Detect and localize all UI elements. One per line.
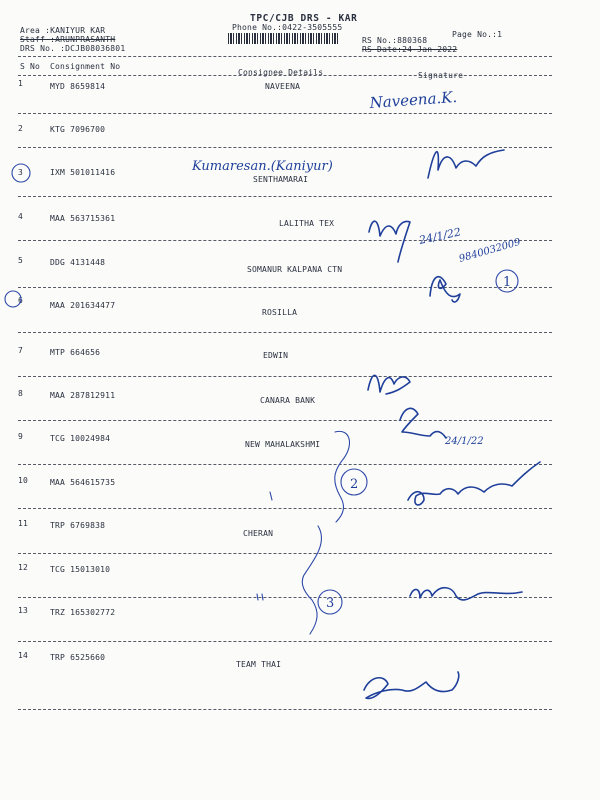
row3-signature <box>428 150 504 178</box>
page-number: Page No.:1 <box>452 30 503 39</box>
rs-number: RS No.:880368 <box>362 36 428 45</box>
row-sno: 8 <box>18 389 24 398</box>
row-consignment-no: MAA 564615735 <box>50 478 116 487</box>
row4-signature <box>369 221 410 262</box>
row3-handwritten-name: Kumaresan.(Kaniyur) <box>192 159 333 174</box>
row-consignment-no: TCG 10024984 <box>50 434 111 443</box>
row-consignee: TEAM THAI <box>236 660 282 669</box>
bracket-mark-rows-11-13 <box>302 526 321 634</box>
rs-date: RS Date:24-Jan-2022 <box>362 45 458 54</box>
row-sno: 7 <box>18 346 24 355</box>
row1-signature <box>368 88 458 112</box>
row1-signature-text: Naveena.K. <box>369 87 458 112</box>
area-label: Area :KANIYUR KAR <box>20 26 106 35</box>
row-sno: 2 <box>18 124 24 133</box>
row-sno: 14 <box>18 651 29 660</box>
ditto-mark <box>270 492 272 500</box>
row-consignee: SENTHAMARAI <box>253 175 309 184</box>
row-sno: 3 <box>18 168 24 177</box>
row-consignee: CHERAN <box>243 529 274 538</box>
row-consignment-no: MAA 201634477 <box>50 301 116 310</box>
row4-phone: 9840032009 <box>457 236 522 265</box>
row9-signature <box>400 408 446 438</box>
row-sno: 5 <box>18 256 24 265</box>
row-consignee: SOMANUR KALPANA CTN <box>247 265 343 274</box>
row-consignment-no: MAA 287812911 <box>50 391 116 400</box>
staff-label: Staff :ARUNPRASANTH <box>20 35 116 44</box>
row-divider <box>18 597 552 598</box>
row-consignment-no: MYD 8659814 <box>50 82 106 91</box>
row-divider <box>18 508 552 509</box>
row-consignee: EDWIN <box>263 351 289 360</box>
row-sno: 1 <box>18 79 24 88</box>
row-divider <box>18 147 552 148</box>
header-divider <box>18 75 552 76</box>
row-consignee: CANARA BANK <box>260 396 316 405</box>
row-divider <box>18 420 552 421</box>
row-sno: 11 <box>18 519 29 528</box>
column-header-consignee: Consignee Details <box>238 68 324 77</box>
row5-signature <box>430 277 460 302</box>
column-header-consignment: Consignment No <box>50 62 121 71</box>
row-consignment-no: MAA 563715361 <box>50 214 116 223</box>
row-divider <box>18 553 552 554</box>
row-divider <box>18 709 552 710</box>
row-divider <box>18 196 552 197</box>
header-divider <box>18 56 552 57</box>
row14-signature <box>364 672 459 698</box>
row-consignee: ROSILLA <box>262 308 298 317</box>
row-sno: 9 <box>18 432 24 441</box>
row-consignment-no: IXM 501011416 <box>50 168 116 177</box>
circled-number-3-label: 3 <box>326 596 335 611</box>
sheet-title: TPC/CJB DRS - KAR <box>250 13 358 24</box>
row4-date: 24/1/22 <box>417 225 463 247</box>
row-consignment-no: MTP 664656 <box>50 348 101 357</box>
row-sno: 12 <box>18 563 29 572</box>
row-consignment-no: DDG 4131448 <box>50 258 106 267</box>
drs-number: DRS No. :DCJB08036801 <box>20 44 126 53</box>
row-sno: 6 <box>18 296 24 305</box>
circled-number-2 <box>341 469 367 495</box>
row-consignment-no: TRP 6769838 <box>50 521 106 530</box>
row-divider <box>18 376 552 377</box>
row-divider <box>18 641 552 642</box>
row-divider <box>18 240 552 241</box>
row10-signature <box>408 462 540 505</box>
row-consignee: NAVEENA <box>265 82 301 91</box>
row-divider <box>18 113 552 114</box>
column-header-sno: S No <box>20 62 41 71</box>
column-header-signature: Signature <box>418 71 464 80</box>
row-consignment-no: KTG 7096700 <box>50 125 106 134</box>
phone-number: Phone No.:0422-3505555 <box>232 23 343 32</box>
row-consignment-no: TRP 6525660 <box>50 653 106 662</box>
row-sno: 10 <box>18 476 29 485</box>
circled-number-3 <box>318 590 342 614</box>
row-consignment-no: TRZ 165302772 <box>50 608 116 617</box>
row-divider <box>18 287 552 288</box>
row-sno: 13 <box>18 606 29 615</box>
circled-number-2-label: 2 <box>350 477 359 492</box>
row8-signature <box>368 375 410 394</box>
row-sno: 4 <box>18 212 24 221</box>
circled-number-1 <box>496 270 518 292</box>
row-divider <box>18 332 552 333</box>
row-consignee: LALITHA TEX <box>279 219 335 228</box>
row-consignee: NEW MAHALAKSHMI <box>245 440 321 449</box>
row-divider <box>18 464 552 465</box>
circled-number-1-label: 1 <box>503 275 512 290</box>
barcode <box>228 33 338 44</box>
row-consignment-no: TCG 15013010 <box>50 565 111 574</box>
row12-signature <box>410 588 522 600</box>
row9-date: 24/1/22 <box>445 436 484 447</box>
